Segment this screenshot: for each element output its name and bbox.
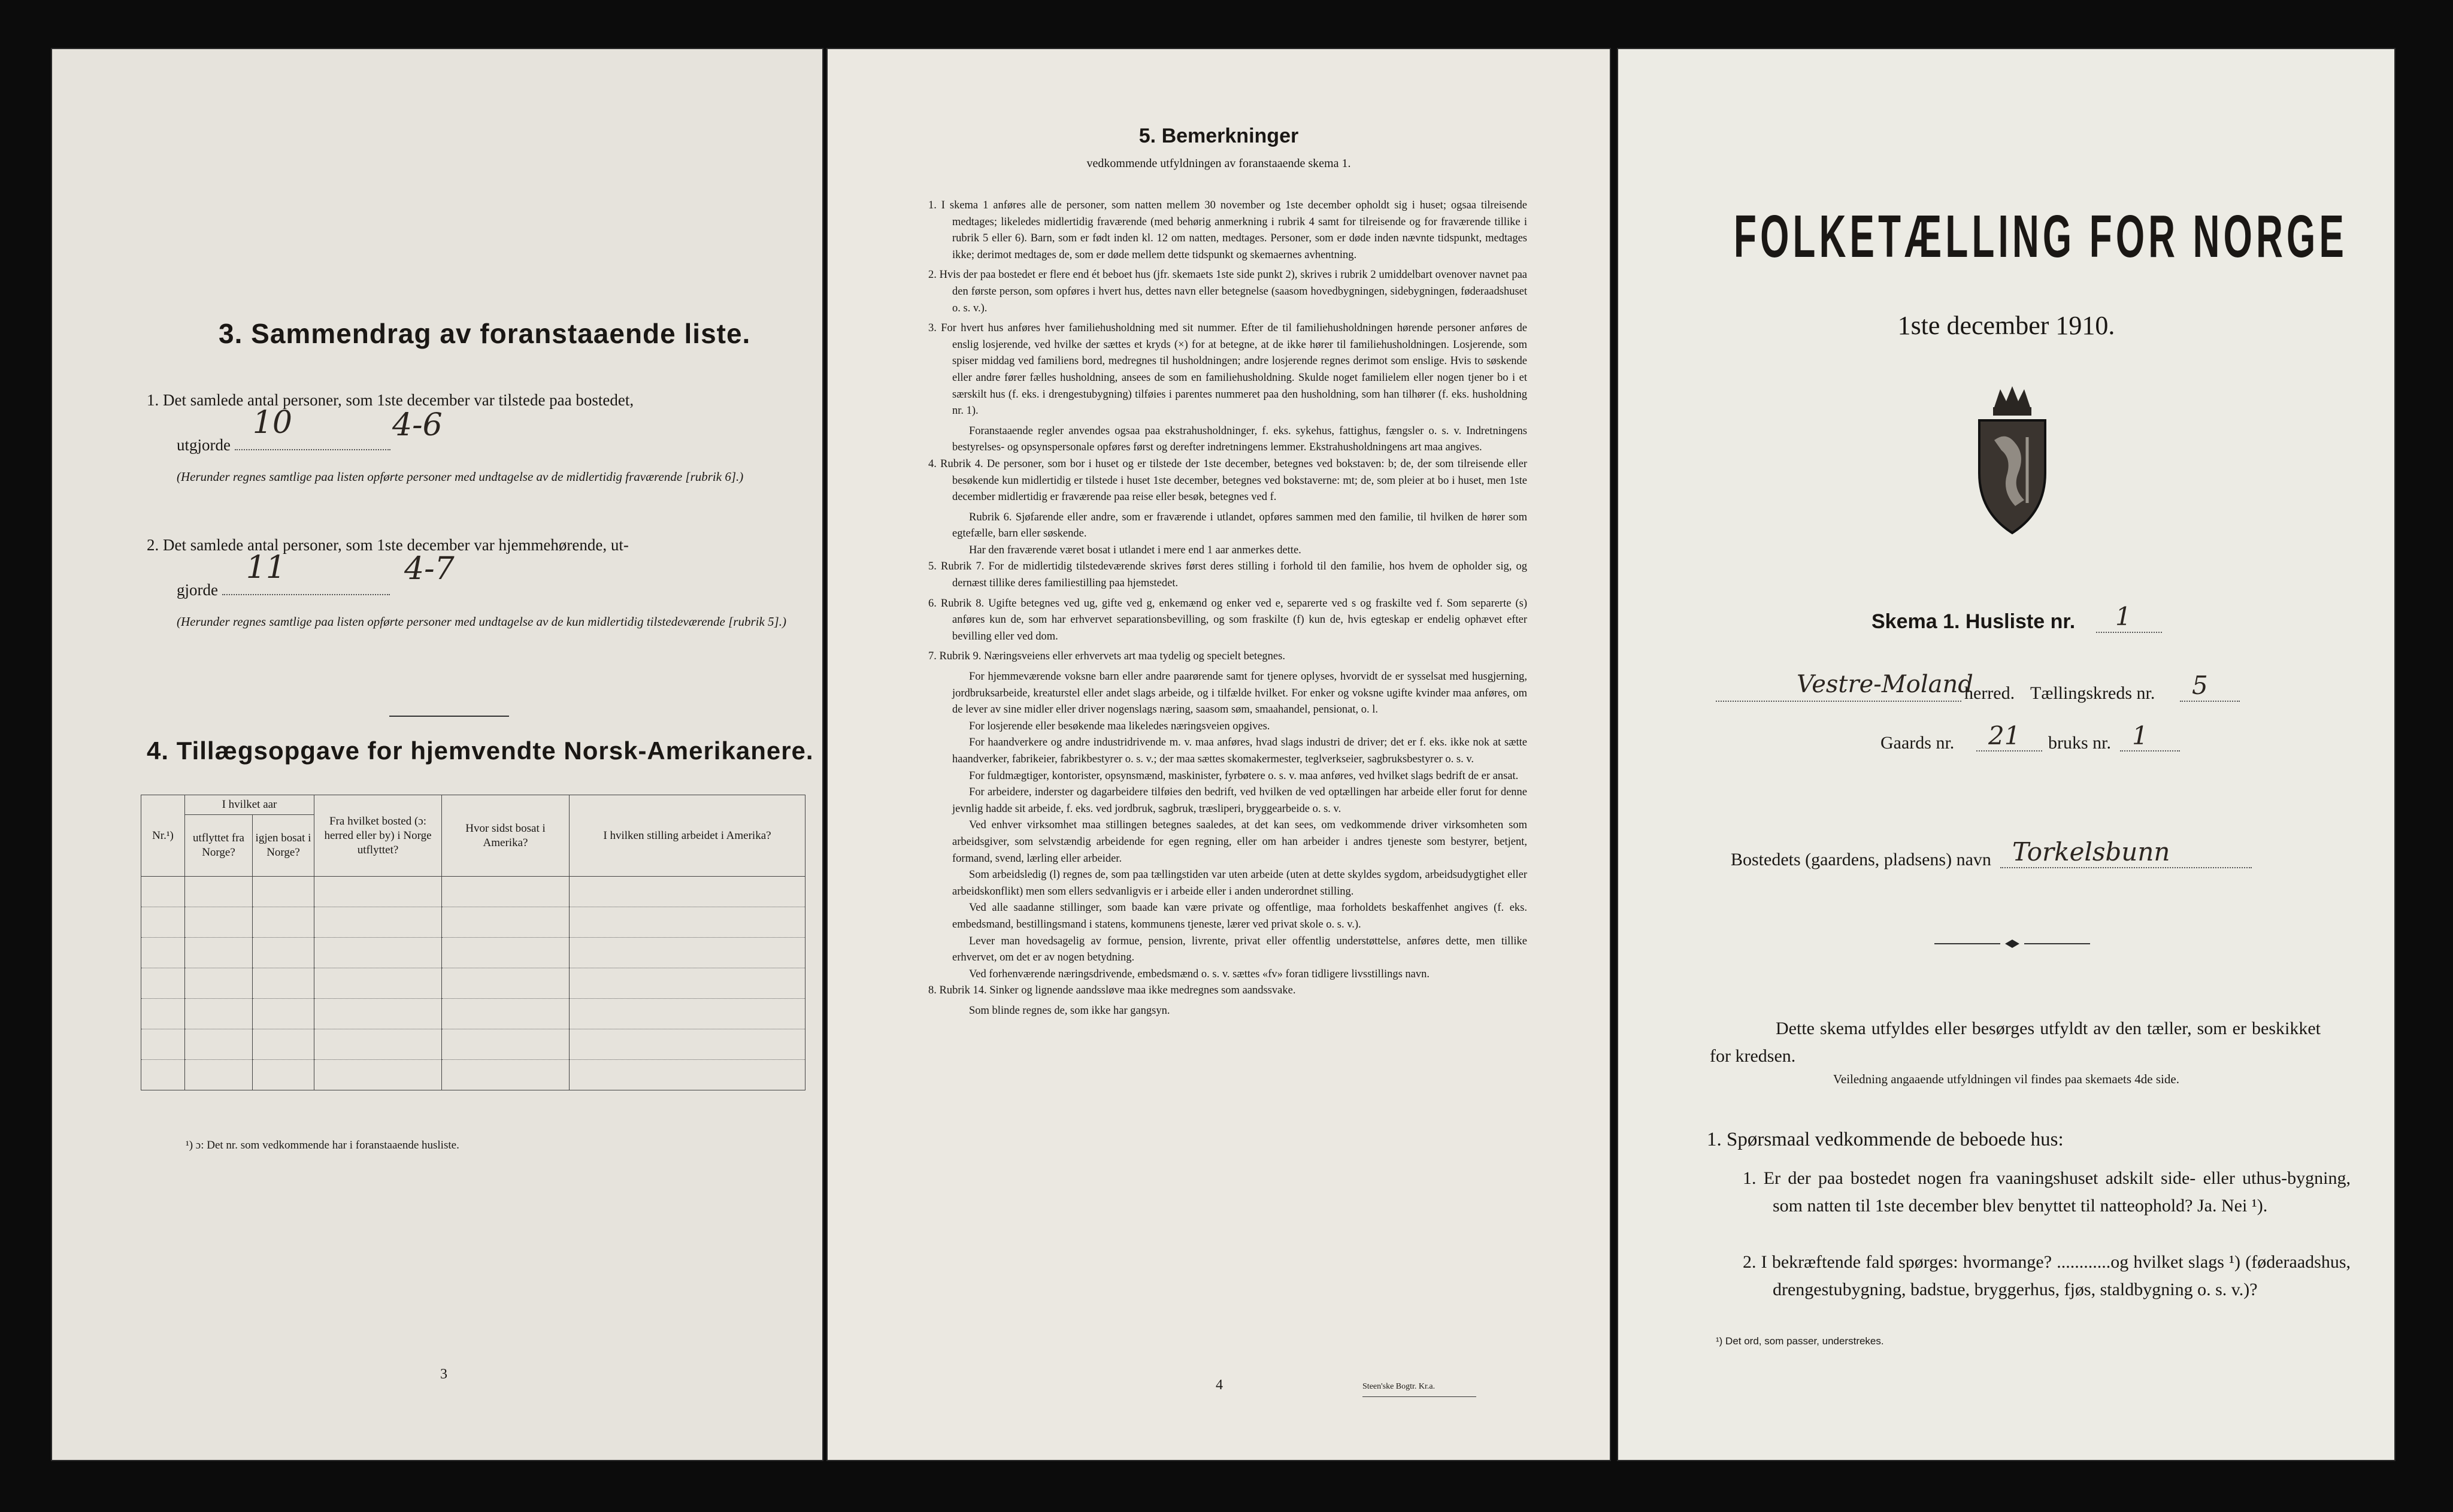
remark-continuation: Ved forhenværende næringsdrivende, embedsmænd o. s. v. sættes «fv» foran tidligere livsstillings navn. [969, 968, 1430, 980]
bruks-value: 1 [2132, 721, 2148, 750]
herred-field[interactable] [1716, 701, 1961, 702]
bosted-value: Torkelsbunn [2012, 837, 2170, 866]
col-group-aar: I hvilket aar [185, 795, 314, 815]
kreds-value: 5 [2192, 671, 2208, 700]
table-row [141, 999, 805, 1029]
kreds-label: Tællingskreds nr. [2030, 683, 2155, 703]
col-utflyttet: utflyttet fra Norge? [185, 815, 253, 877]
ornament-divider-icon [1934, 938, 2090, 950]
skema-label: Skema 1. Husliste nr. [1871, 610, 2076, 633]
remark-continuation: For haandverkere og andre industridrivende m. v. maa anføres, hvad slags industri de driver; det er f. eks. ikke nok at sætte haandverker, fabrikeier, fabrikbestyrer o. s. v.; der maa sættes skomakermester, teglverkseier, sagbruksbestyrer o. s. v. [952, 737, 1527, 765]
gaards-value: 21 [1988, 721, 2021, 750]
table-row [141, 1029, 805, 1060]
remark-continuation: For hjemmeværende voksne barn eller andre paarørende samt for tjenere oplyses, hvorvidt de er sysselsat med husgjerning, jordbruksarbeide, kreaturstel eller andet slags arbeide, og i tilfælde hvilket. For enker og voksne ugifte kvinder maa anføres, om de lever av sine midler eller driver nogenslags næring, saasom søm, smaahandel, pensionat, o. l. [952, 671, 1527, 716]
bosted-label: Bostedets (gaardens, pladsens) navn [1731, 850, 1991, 869]
remarks-title: 5. Bemerkninger [1138, 125, 1299, 147]
gaards-label: Gaards nr. [1880, 733, 1955, 753]
remark-item: 1. I skema 1 anføres alle de personer, som natten mellem 30 november og 1ste december opholdt sig i huset; ogsaa tilreisende medtages; likeledes midlertidig fraværende (med behørig anmerkning i rubrik 4 samt for tilreisende og for fraværende tillike i rubrik 5 eller 6). Barn, som er født inden kl. 12 om natten, medtages. Personer, som er døde inden nævnte tidspunkt, medtages ikke; derimot medtages de, som er døde mellem dette tidspunkt og skemaernes avhentning. [928, 199, 1527, 261]
q1-lead: utgjorde [177, 436, 231, 454]
remark-continuation: Som arbeidsledig (l) regnes de, som paa tællingstiden var uten arbeide (uten at dette skyldes sygdom, arbeidsudygtighet eller arbeidskonflikt) men som ellers sedvanligvis er i arbeide eller i anden underordnet stilling. [952, 869, 1527, 898]
remarks-list [928, 198, 1527, 1020]
printer-rule [1362, 1396, 1476, 1397]
gaards-field[interactable] [1976, 750, 2042, 752]
col-hvor-bosat: Hvor sidst bosat i Amerika? [442, 795, 570, 877]
census-date: 1ste december 1910. [1897, 311, 2115, 340]
remark-item: 5. Rubrik 7. For de midlertidig tilstedeværende skrives først deres stilling i forhold til den familie, hos hvem de opholder sig, og dernæst tillike deres familiestilling paa hjemstedet. [928, 560, 1527, 590]
q2-answer-field[interactable] [222, 550, 390, 595]
col-stilling: I hvilken stilling arbeidet i Amerika? [570, 795, 805, 877]
bosted-field[interactable] [2000, 867, 2252, 868]
q1-footnote: (Herunder regnes samtlige paa listen opførte personer med undtagelse av de midlertidig fraværende [rubrik 6].) [177, 469, 744, 484]
bruks-label: bruks nr. [2048, 733, 2111, 753]
bruks-field[interactable] [2120, 750, 2180, 752]
remark-item: 2. Hvis der paa bostedet er flere end ét beboet hus (jfr. skemaets 1ste side punkt 2), skrives i rubrik 2 umiddelbart ovenover navnet paa den første person, som opføres i hvert hus, dettes navn eller betegnelse (saasom hovedbygningen, sidebygningen, føderaadshuset o. s. v.). [928, 269, 1527, 314]
husliste-value: 1 [2115, 602, 2131, 631]
remark-continuation: Som blinde regnes de, som ikke har gangsyn. [969, 1004, 1170, 1017]
q1-answer-field[interactable] [235, 405, 390, 450]
right-footnote: ¹) Det ord, som passer, understrekes. [1716, 1335, 1884, 1347]
remark-item: 3. For hvert hus anføres hver familiehusholdning med sit nummer. Efter de til familiehusholdningen hørende personer anføres de enslig losjerende, ved hvilke der sættes et kryds (×) for at betegne, at de ikke hører til familiehusholdningen. Losjerende, som spiser middag ved familiens bord, medregnes til husholdningen; andre losjerende regnes derimot som enslige. Hvis to søskende eller andre fører fælles husholdning, ansees de som en familiehusholdning. Skulde noget familielem eller nogen tjener bo i et særskilt hus (f. eks. i drengestubygning) tilføies i parentes nummeret paa den husholdning, som han tilhører (f. eks. husholdning nr. 1). [928, 322, 1527, 417]
herred-value: Vestre-Moland [1797, 671, 1973, 698]
section3-title: 3. Sammendrag av foranstaaende liste. [219, 318, 751, 349]
remark-continuation: Ved enhver virksomhet maa stillingen betegnes saaledes, at det kan sees, om vedkommende driver virksomheten som arbeidsgiver, som selvstændig arbeidende for egen regning, eller om han arbeider i andres tjeneste som bestyrer, betjent, formand, svend, lærling eller arbeider. [952, 819, 1527, 865]
norsk-amerikanere-table [141, 795, 805, 1090]
intro-text: Dette skema utfyldes eller besørges utfyldt av den tæller, som er beskikket for kredsen. [1710, 1019, 2321, 1066]
q2-text: 2. Det samlede antal personer, som 1ste december var hjemmehørende, ut- [147, 536, 629, 554]
question-2: 2. I bekræftende fald spørges: hvormange? ............og hvilket slags ¹) (føderaadshus, drengestubygning, badstue, bryggerhus, fjøs, staldbygning o. s. v.)? [1743, 1252, 2351, 1299]
table-row [141, 938, 805, 968]
remarks-subtitle: vedkommende utfyldningen av foranstaaende skema 1. [1086, 157, 1351, 170]
col-nr: Nr.¹) [141, 795, 185, 877]
printer-mark: Steen'ske Bogtr. Kr.a. [1362, 1382, 1436, 1391]
page-middle [826, 48, 1611, 1461]
intro-note: Veiledning angaaende utfyldningen vil findes paa skemaets 4de side. [1833, 1072, 2179, 1086]
page-number-left: 3 [440, 1366, 447, 1382]
remark-item: 8. Rubrik 14. Sinker og lignende aandssløve maa ikke medregnes som aandssvake. [928, 984, 1296, 997]
page-right [1617, 48, 2396, 1461]
remark-continuation: For arbeidere, inderster og dagarbeidere tilføies den bedrift, ved hvilken de ved optællingen har arbeide eller forut for denne jevnlig hadde sit arbeide, f. eks. ved jordbruk, sagbruk, træsliperi, bryggearbeide o. s. v. [952, 786, 1527, 815]
col-fra-bosted: Fra hvilket bosted (ɔ: herred eller by) i Norge utflyttet? [314, 795, 442, 877]
divider [389, 716, 509, 717]
questions-title: 1. Spørsmaal vedkommende de beboede hus: [1707, 1129, 2064, 1150]
q1-hand-note: 4-6 [392, 407, 443, 443]
table-row [141, 907, 805, 938]
table-row [141, 968, 805, 999]
remark-continuation: Ved alle saadanne stillinger, som baade kan være private og offentlige, maa forholdets beskaffenhet angives (f. eks. embedsmand, bestillingsmand i statens, kommunens tjeneste, lærer ved privat skole o. s. v.). [952, 902, 1527, 931]
table-footnote: ¹) ɔ: Det nr. som vedkommende har i foranstaaende husliste. [186, 1139, 459, 1152]
coat-of-arms-icon [1958, 383, 2066, 539]
table-row [141, 1060, 805, 1090]
remark-continuation: Foranstaaende regler anvendes ogsaa paa ekstrahusholdninger, f. eks. sykehus, fattighus, fængsler o. s. v. Indretningens bestyrelses- og opsynspersonale opføres først og derefter indretningens lemmer. Ekstrahusholdningens art maa angives. [952, 425, 1527, 454]
question-1: 1. Er der paa bostedet nogen fra vaaningshuset adskilt side- eller uthus-bygning, som natten til 1ste december blev benyttet til natteophold? Ja. Nei ¹). [1743, 1168, 2351, 1216]
q2-lead: gjorde [177, 581, 218, 599]
table-row [141, 877, 805, 907]
q2-footnote: (Herunder regnes samtlige paa listen opførte personer med undtagelse av de kun midlertidig tilstedeværende [rubrik 5].) [177, 614, 786, 629]
q2-hand-note: 4-7 [404, 551, 455, 587]
q2-value: 11 [246, 550, 286, 586]
main-title: FOLKETÆLLING FOR NORGE [1734, 203, 2348, 270]
remark-continuation: Har den fraværende været bosat i utlandet i mere end 1 aar anmerkes dette. [969, 544, 1301, 556]
remark-item: 6. Rubrik 8. Ugifte betegnes ved ug, gifte ved g, enkemænd og enker ved e, separerte ved s og fraskilte ved f. Som separerte (s) anføres kun de, som har erhvervet separationsbevilling, og som fraskilte (f) kun de, hvis egteskap er endelig ophævet efter bevilling eller ved dom. [928, 597, 1527, 643]
q1-answer-line [177, 405, 536, 457]
section4-title: 4. Tillægsopgave for hjemvendte Norsk-Amerikanere. [147, 737, 814, 765]
herred-label: herred. [1964, 683, 2015, 703]
remark-item: 4. Rubrik 4. De personer, som bor i huset og er tilstede der 1ste december, betegnes ved bokstaven: b; de, der som tilreisende eller besøkende kun midlertidig er tilstede i huset 1ste december, betegnes ved bokstaverne: mt; de, som pleier at bo i huset, men 1ste december midlertidig er fraværende paa reise eller besøk, betegnes ved f. [928, 457, 1527, 504]
remark-item: 7. Rubrik 9. Næringsveiens eller erhvervets art maa tydelig og specielt betegnes. [928, 650, 1285, 663]
col-igjen-bosat: igjen bosat i Norge? [253, 815, 314, 877]
page-left [51, 48, 823, 1461]
remark-continuation: For fuldmægtiger, kontorister, opsynsmænd, maskinister, fyrbøtere o. s. v. maa anføres, ved hvilket slags bedrift de er ansat. [969, 769, 1519, 782]
husliste-field[interactable] [2096, 632, 2162, 633]
remark-continuation: Rubrik 6. Sjøfarende eller andre, som er fraværende i utlandet, opføres sammen med den familie, til hvilken de hører som egtefælle, barn eller søskende. [952, 511, 1527, 540]
kreds-field[interactable] [2180, 701, 2240, 702]
remark-continuation: Lever man hovedsagelig av formue, pension, livrente, privat eller offentlig understøttelse, anføres dette, men tillike erhvervet, om det er av nogen betydning. [952, 935, 1527, 964]
page-number-middle: 4 [1216, 1377, 1223, 1393]
q1-text: 1. Det samlede antal personer, som 1ste december var tilstede paa bostedet, [147, 391, 634, 409]
remark-continuation: For losjerende eller besøkende maa likeledes næringsveien opgives. [969, 720, 1270, 732]
q1-value: 10 [252, 405, 292, 441]
